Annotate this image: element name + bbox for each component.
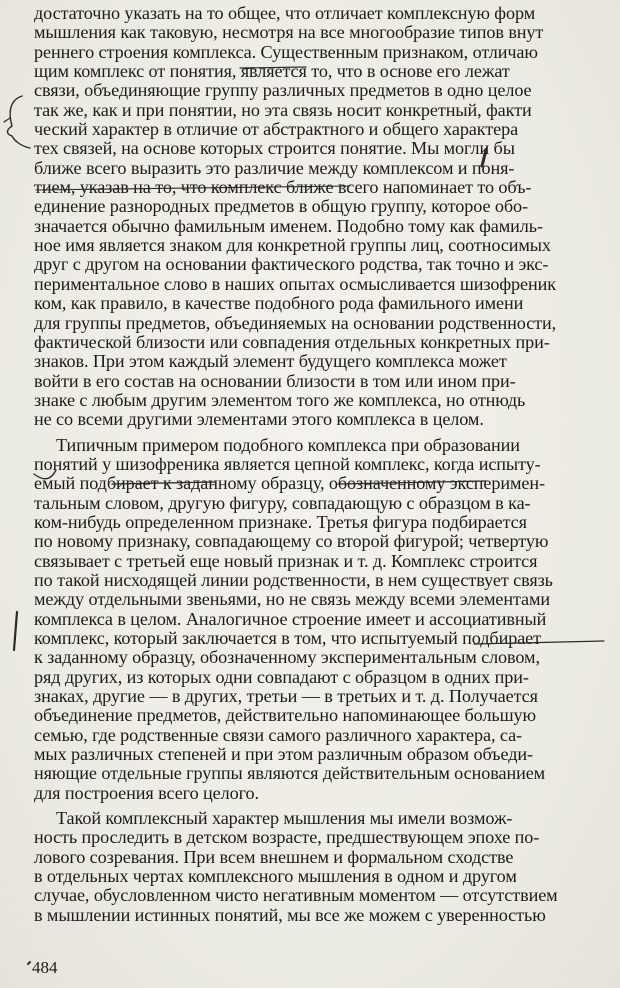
paragraph-3 xyxy=(34,809,612,925)
paragraph-1 xyxy=(34,4,612,430)
text-line: случае, обусловленном чисто негативным моментом — отсутствием xyxy=(34,886,558,906)
text-line: ряд других, из которых одни совпадают с образцом в одних при- xyxy=(34,667,529,687)
text-line: ное имя является знаком для конкретной группы лиц, соотносимых xyxy=(34,236,551,256)
margin-bar-mark xyxy=(14,612,17,650)
text-line: между отдельными звеньями, но не связь между всеми элементами xyxy=(34,590,551,610)
text-line: знаке с любым другим элементом того же комплекса, но отнюдь xyxy=(34,390,526,410)
text-line: ком-нибудь определенном признаке. Третья фигура подбирается xyxy=(34,512,527,532)
paragraph-2 xyxy=(34,436,612,804)
margin-bracket-mark xyxy=(8,96,31,148)
text-line: семью, где родственные связи самого различного характера, са- xyxy=(34,725,523,745)
text-line: знаков. При этом каждый элемент будущего комплекса может xyxy=(34,352,507,372)
page-number: 484 xyxy=(32,958,58,977)
text-line: ческий характер в отличие от абстрактного и общего характера xyxy=(34,120,519,140)
text-line: не со всеми другими элементами этого комплекса в целом. xyxy=(34,410,484,430)
text-line: объединение предметов, действительно напоминающее большую xyxy=(34,706,536,726)
text-line: так же, как и при понятии, но эта связь носит конкретный, факти xyxy=(34,100,532,120)
text-line: комплекса в целом. Аналогичное строение имеет и ассоциативный xyxy=(34,609,547,629)
text-line: связывает с третьей еще новый признак и т. д. Комплекс строится xyxy=(34,551,538,571)
text-line: друг с другом на основании фактического родства, так точно и экс- xyxy=(34,255,549,275)
text-line: значается обычно фамильным именем. Подобно тому как фамиль- xyxy=(34,216,543,236)
ink-dot-mark xyxy=(28,962,30,964)
text-line: тием, указав на то, что комплекс ближе всего напоминает то объ- xyxy=(34,178,532,198)
text-line: по новому признаку, совпадающему со второй фигурой; четвертую xyxy=(34,532,549,552)
text-line: Такой комплексный характер мышления мы имели возмож- xyxy=(56,809,513,829)
text-line: реннего строения комплекса. Существенным признаком, отличаю xyxy=(34,42,538,62)
text-line: тальным словом, другую фигуру, совпадающую с образцом в ка- xyxy=(34,493,531,513)
text-line: няющие отдельные группы являются действительным основанием xyxy=(34,764,546,784)
text-line: лового созревания. При всем внешнем и формальном сходстве xyxy=(34,847,514,867)
text-line: достаточно указать на то общее, что отличает комплексную форм xyxy=(34,4,536,23)
text-line: фактической близости или совпадения отдельных конкретных при- xyxy=(34,332,550,352)
body-text xyxy=(34,4,612,925)
text-line: Типичным примером подобного комплекса при образовании xyxy=(56,435,520,455)
text-line: знаках, другие — в других, третьи — в третьих и т. д. Получается xyxy=(34,687,538,707)
text-line: связи, объединяющие группу различных предметов в одно целое xyxy=(34,81,532,101)
margin-tick-mark xyxy=(4,118,10,122)
text-line: понятий у шизофреника является цепной комплекс, когда испыту- xyxy=(34,454,541,474)
text-line: для построения всего целого. xyxy=(34,783,259,803)
text-line: к заданному образцу, обозначенному экспериментальным словом, xyxy=(34,648,540,668)
text-line: по такой нисходящей линии родственности, в нем существует связь xyxy=(34,570,553,590)
text-line: войти в его состав на основании близости в том или ином при- xyxy=(34,371,516,391)
text-line: ком, как правило, в качестве подобного рода фамильного имени xyxy=(34,294,524,314)
text-line: в отдельных чертах комплексного мышления в одном и другом xyxy=(34,867,517,887)
text-line: емый подбирает к заданному образцу, обозначенному эксперимен- xyxy=(34,474,545,494)
text-line: щим комплекс от понятия, является то, что в основе его лежат xyxy=(34,62,510,82)
text-line: мых различных степеней и при этом различным образом объеди- xyxy=(34,745,533,765)
text-line: в мышлении истинных понятий, мы все же можем с уверенностью xyxy=(34,905,546,925)
text-line: ближе всего выразить это различие между комплексом и поня- xyxy=(34,158,515,178)
text-line: для группы предметов, объединяемых на основании родственности, xyxy=(34,313,557,333)
text-line: тех связей, на основе которых строится понятие. Мы могли бы xyxy=(34,139,515,159)
text-line: ность проследить в детском возрасте, предшествующем эпохе по- xyxy=(34,828,540,848)
text-line: единение разнородных предметов в общую группу, которое обо- xyxy=(34,197,528,217)
text-line: периментальное слово в наших опытах осмысливается шизофреник xyxy=(34,274,557,294)
text-line: мышления как таковую, несмотря на все многообразие типов внут xyxy=(34,23,544,43)
text-line: комплекс, который заключается в том, что испытуемый подбирает xyxy=(34,629,541,648)
